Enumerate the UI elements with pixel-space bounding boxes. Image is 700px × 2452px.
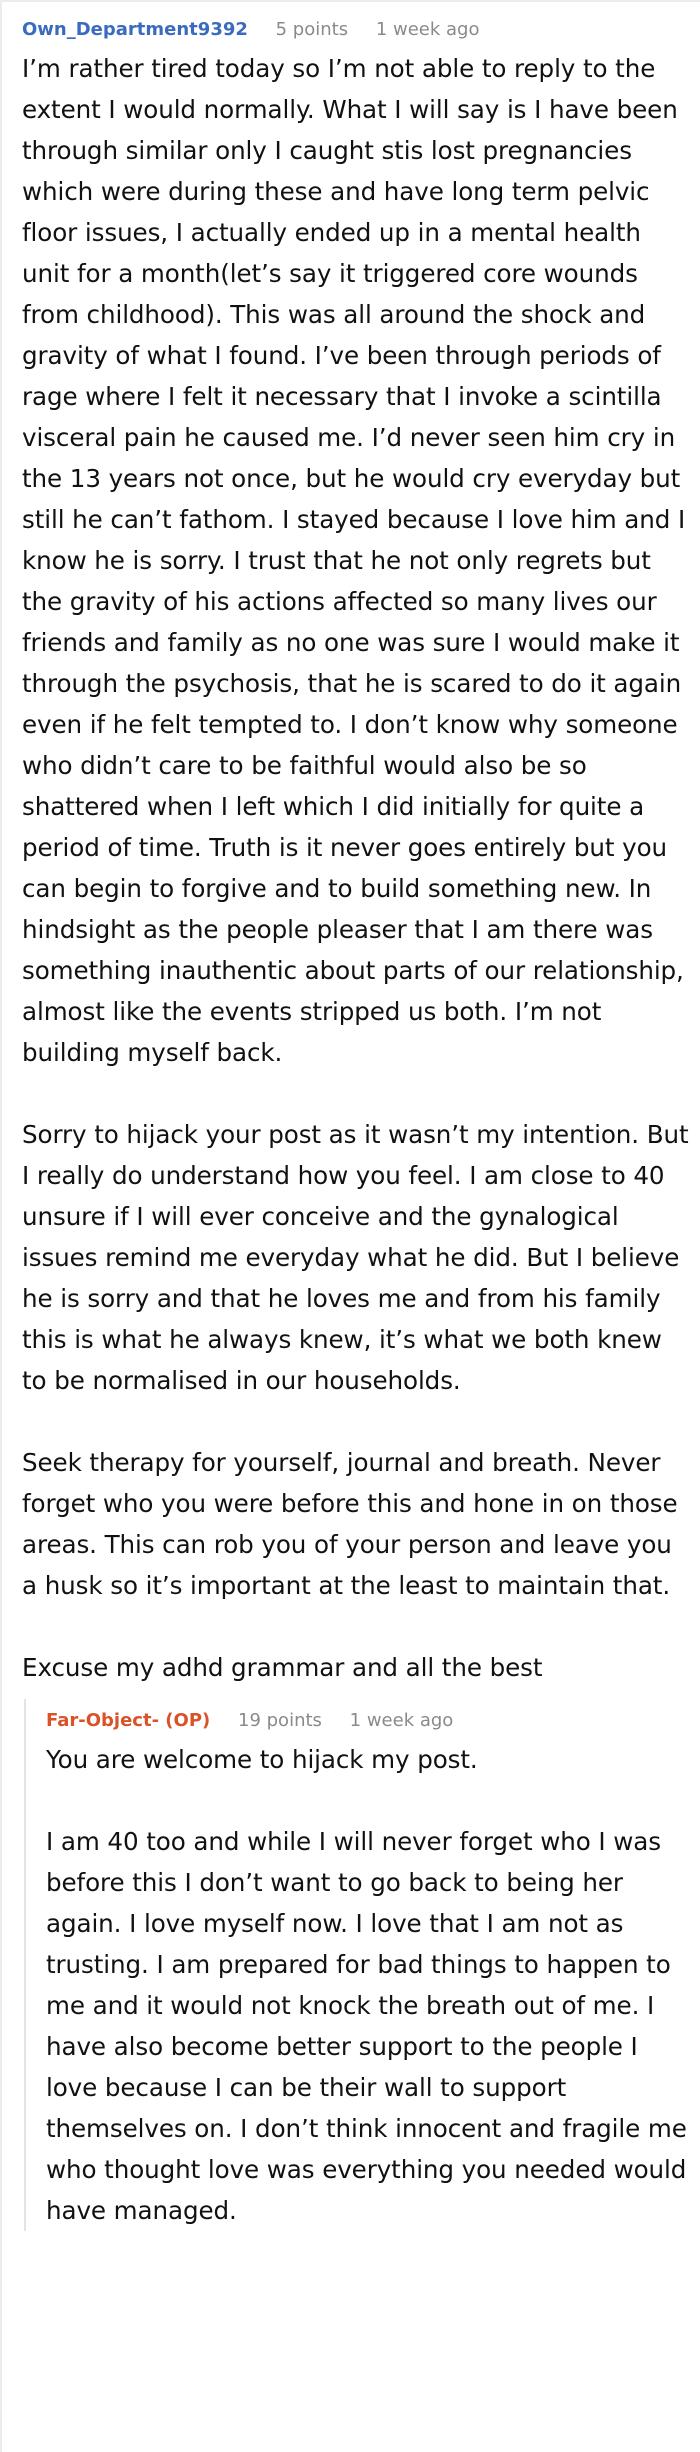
comment-time: 1 week ago	[375, 19, 480, 40]
reply-meta	[46, 1707, 692, 1735]
comment-points: 5 points	[275, 19, 349, 40]
comment-body	[22, 48, 692, 1688]
reply-comment	[24, 1699, 692, 2231]
reply-paragraph: I am 40 too and while I will never forget who I was before this I don’t want to go back to being her again. I love myself now. I love that I am not as trusting. I am prepared for bad things to happen to me and it would not knock the breath out of me. I have also become better support to the people I love because I can be their wall to support themselves on. I don’t think innocent and fragile me who thought love was everything you needed would have managed.	[46, 1827, 687, 2225]
reply-paragraph: You are welcome to hijack my post.	[46, 1745, 478, 1774]
reply-time: 1 week ago	[349, 1710, 454, 1731]
reply-points: 19 points	[238, 1710, 322, 1731]
comment-paragraph: Excuse my adhd grammar and all the best	[22, 1653, 543, 1682]
reply-author-link[interactable]: Far-Object- (OP)	[46, 1710, 211, 1731]
reply-body	[46, 1739, 692, 2231]
comment-author-link[interactable]: Own_Department9392	[22, 19, 248, 40]
comment-meta	[22, 16, 692, 44]
comment-paragraph: Sorry to hijack your post as it wasn’t my intention. But I really do understand how you feel. I am close to 40 unsure if I will ever conceive and the gynalogical issues remind me everyday what he did. But I believe he is sorry and that he loves me and from his family this is what he always knew, it’s what we both knew to be normalised in our households.	[22, 1120, 689, 1395]
comment-paragraph: I’m rather tired today so I’m not able to reply to the extent I would normally. What I will say is I have been through similar only I caught stis lost pregnancies which were during these and have long term pelvic floor issues, I actually ended up in a mental health unit for a month(let’s say it triggered core wounds from childhood). This was all around the shock and gravity of what I found. I’ve been through periods of rage where I felt it necessary that I invoke a scintilla visceral pain he caused me. I’d never seen him cry in the 13 years not once, but he would cry everyday but still he can’t fathom. I stayed because I love him and I know he is sorry. I trust that he not only regrets but the gravity of his actions affected so many lives our friends and family as no one was sure I would make it through the psychosis, that he is scared to do it again even if he felt tempted to. I don’t know why someone who didn’t care to be faithful would also be so shattered when I left which I did initially for quite a period of time. Truth is it never goes entirely but you can begin to forgive and to build something new. In hindsight as the people pleaser that I am there was something inauthentic about parts of our relationship, almost like the events stripped us both. I’m not building myself back.	[22, 54, 686, 1067]
comment-paragraph: Seek therapy for yourself, journal and breath. Never forget who you were before this and hone in on those areas. This can rob you of your person and leave you a husk so it’s important at the least to maintain that.	[22, 1448, 678, 1600]
